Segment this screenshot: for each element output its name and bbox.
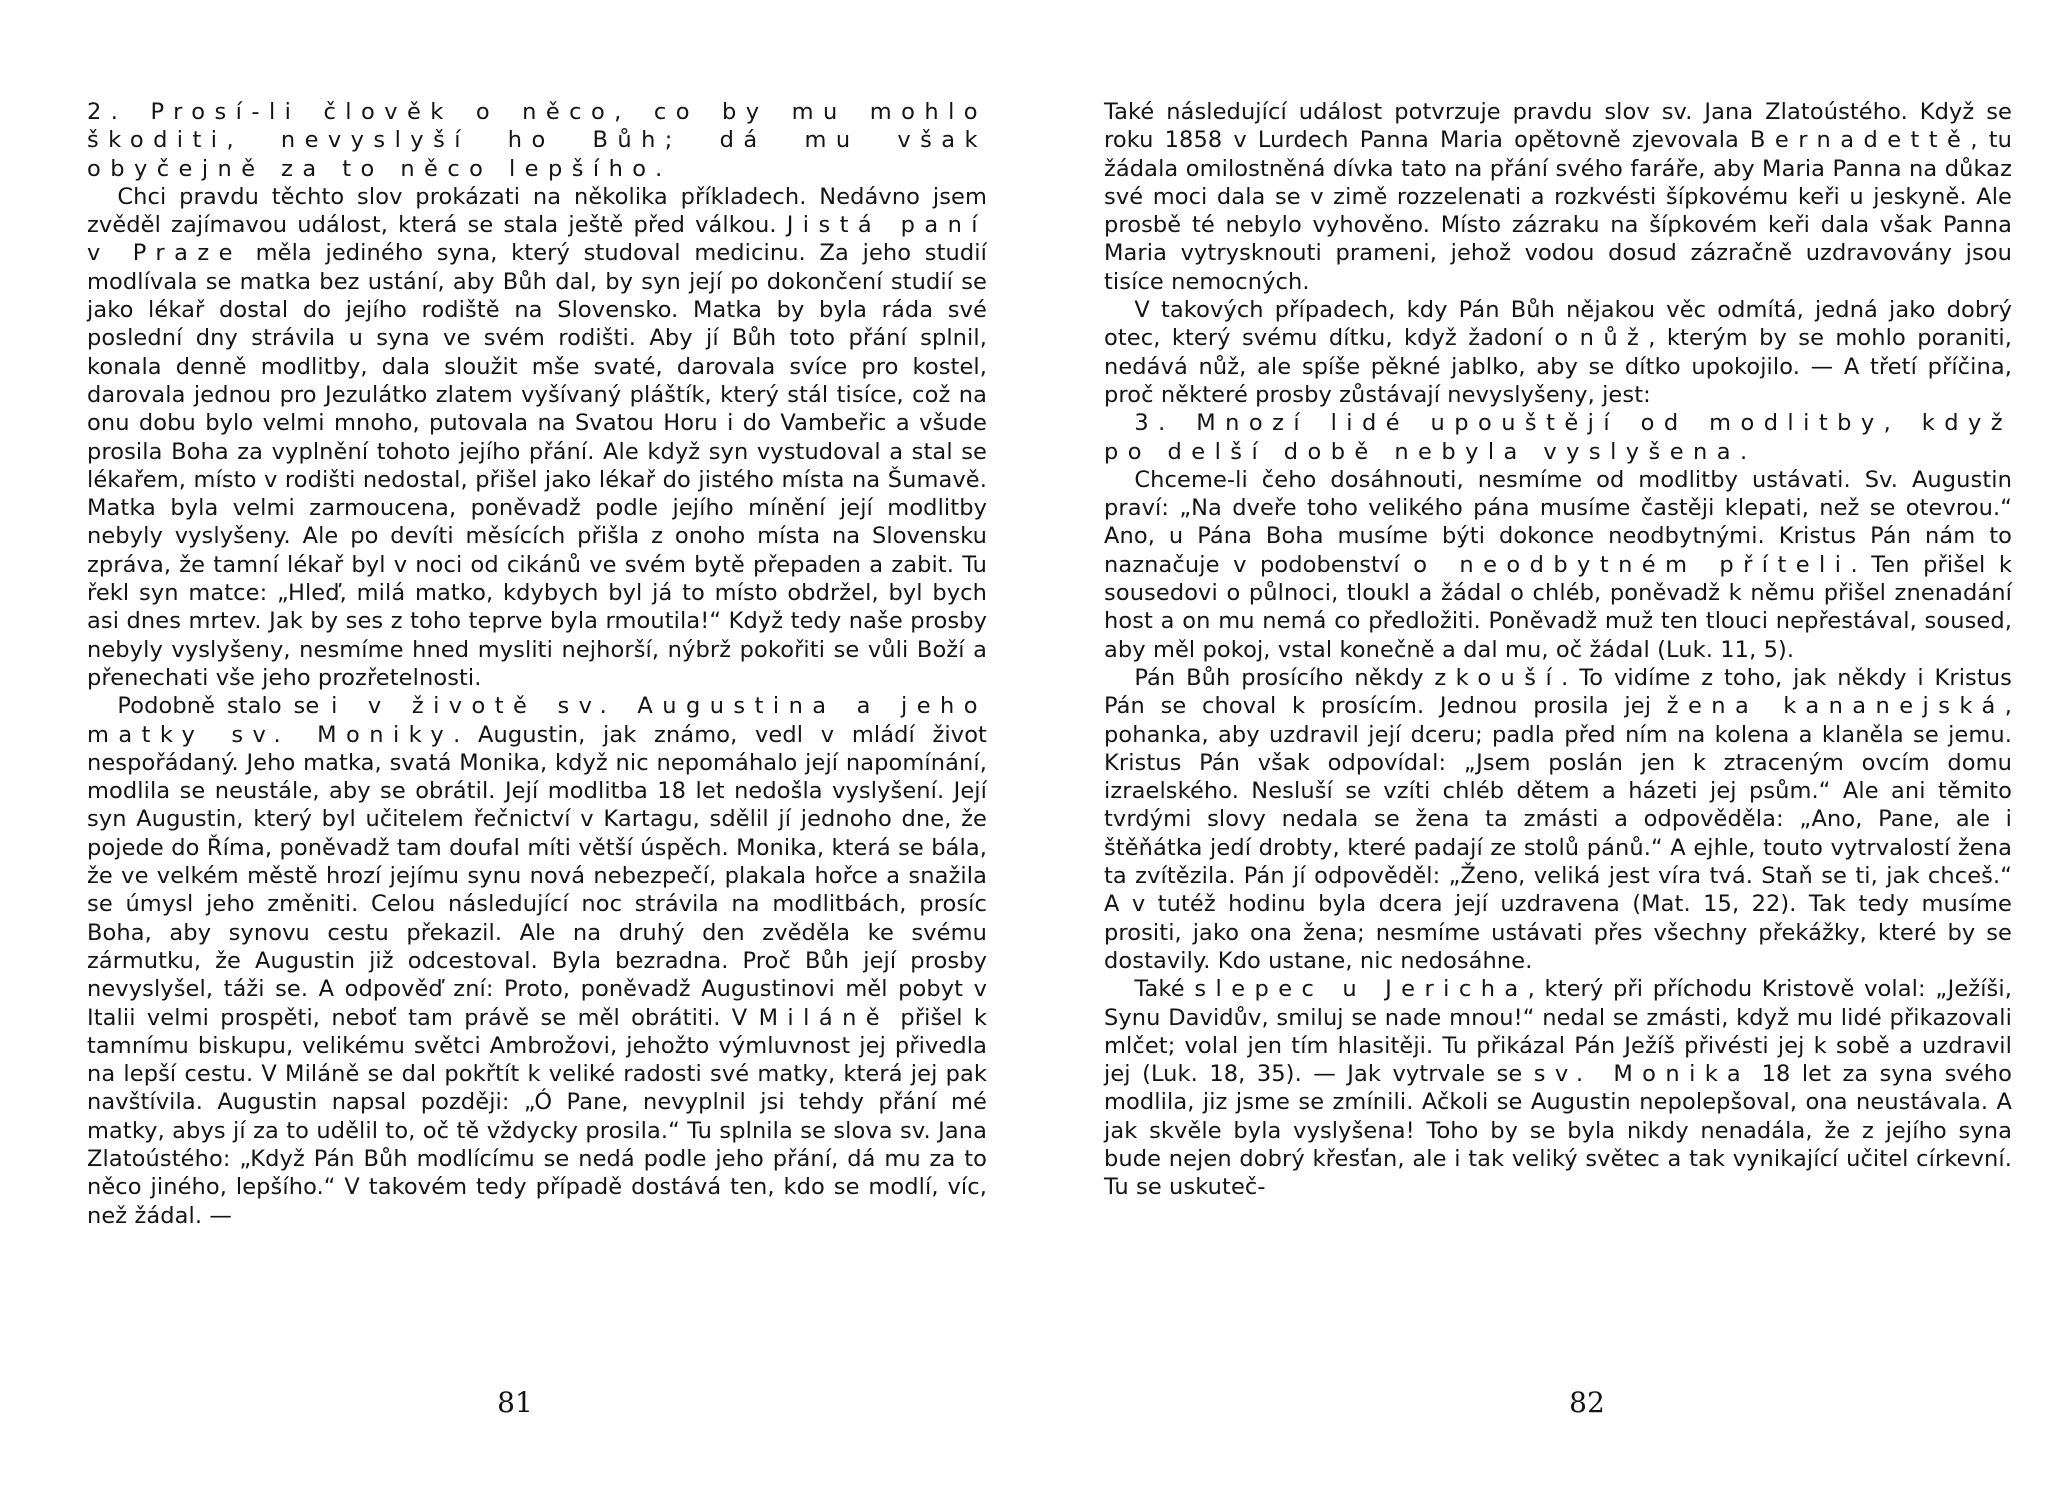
paragraph	[1104, 975, 2012, 1201]
text-run: Chceme-li čeho dosáhnouti, nesmíme od modlitby ustávati. Sv. Augustin praví: „Na dveře toho velikého pána musíme častěji klepati, než se otevrou.“ Ano, u Pána Boha musíme býti dokonce neodbytnými. Kristus Pán nám to naznačuje v podobenství	[1104, 466, 2012, 578]
spaced-emphasis-text: 2. Prosí-li člověk o něco, co by mu mohlo škoditi, nevyslyší ho Bůh; dá mu však obyčejně za to něco lepšího.	[87, 99, 987, 182]
text-run: Chci pravdu těchto slov prokázati na několika příkladech. Nedávno jsem zvěděl zajímavou událost, která se stala ještě před válkou.	[87, 183, 987, 239]
text-run: , pohanka, aby uzdravil její dceru; padla před ním na kolena a klaněla se jemu. Kristus Pán však odpovídal: „Jsem poslán jen k ztraceným ovcím domu izraelského. Nesluší se vzíti chléb dětem a házeti jej psům.“ Ale ani těmito tvrdými slovy nedala se žena ta zmásti a odpověděla: „Ano, Pane, ale i štěňátka jedí drobty, které padají ze stolů pánů.“ A ejhle, touto vytrvalostí žena ta zvítězila. Pán jí odpověděl: „Ženo, veliká jest víra tvá. Staň se ti, jak chceš.“ A v tutéž hodinu byla dcera její uzdravena (Mat. 15, 22). Tak tedy musíme prositi, jako ona žena; nesmíme ustávati přes všechny překážky, které by se dostavily. Kdo ustane, nic nedosáhne.	[1104, 693, 2012, 974]
text-run: . Ten přišel k sousedovi o půlnoci, tloukl a žádal o chléb, poněvadž k němu přišel znenadání host a on mu nemá co předložiti. Poněvadž muž ten tlouci nepřestával, soused, aby měl pokoj, vstal konečně a dal mu, oč žádal (Luk. 11, 5).	[1104, 551, 2012, 663]
paragraph	[87, 183, 987, 692]
text-run: Pán Bůh prosícího někdy	[1134, 664, 1435, 691]
spaced-emphasis-text: 3. Mnozí lidé upouštějí od modlitby, když po delší době nebyla vyslyšena.	[1104, 410, 2012, 465]
text-run: přišel k tamnímu biskupu, velikému světci Ambrožovi, jehožto výmluvnost jej přivedla na lepší cestu. V Miláně se dal pokřtít k veliké radosti své matky, která jej pak navštívila. Augustin napsal později: „Ó Pane, nevyplnil jsi tehdy přání mé matky, abys jí za to udělil to, oč tě vždycky prosila.“ Tu splnila se slova sv. Jana Zlatoústého: „Když Pán Bůh modlícímu se nedá podle jeho přání, dá mu za to něco jiného, lepšího.“ V takovém tedy případě dostává ten, kdo se modlí, víc, než žádal. —	[87, 1004, 988, 1229]
text-run: . Augustin, jak známo, vedl v mládí život nespořádaný. Jeho matka, svatá Monika, když nic nepomáhalo její napomínání, modlila se neustále, aby se obrátil. Její modlitba 18 let nedošla vyslyšení. Její syn Augustin, který byl učitelem řečnictví v Kartagu, sdělil jí jednoho dne, že pojede do Říma, poněvadž tam doufal míti větší úspěch. Monika, která se bála, že ve velkém městě hrozí jejímu synu nová nebezpečí, plakala hořce a snažila se úmysl jeho změniti. Celou následující noc strávila na modlitbách, prosíc Boha, aby synovu cestu překazil. Ale na druhý den zvěděla ke svému zármutku, že Augustin již odcestoval. Byla bezradna. Proč Bůh její prosby nevyslyšel, táži se. A odpověď zní: Proto, poněvadž Augustinovi měl pobyt v Italii velmi prospěti, neboť tam právě se měl obrátiti. V	[87, 721, 987, 1031]
paragraph	[87, 98, 987, 183]
spaced-emphasis-text: sv. Monika	[1533, 1061, 1751, 1088]
right-page-text	[1104, 98, 2012, 1202]
left-page-number: 81	[497, 1386, 533, 1419]
text-run: , tu žádala omilostněná dívka tato na přání svého faráře, aby Maria Panna na důkaz své moci dala se v zimě rozzelenati a rozkvésti šípkovému keři u jeskyně. Ale prosbě té nebylo vyhověno. Místo zázraku na šípkovém keři dala však Panna Maria vytrysknouti prameni, jehož vodou dosud zázračně uzdravovány jsou tisíce nemocných.	[1104, 127, 2012, 295]
text-run: , který při příchodu Kristově volal: „Ježíši, Synu Davidův, smiluj se nade mnou!“ nedal se zmásti, když mu lidé přikazovali mlčet; volal jen tím hlasitěji. Tu přikázal Pán Ježíš přivésti jej k sobě a uzdravil jej (Luk. 18, 35). — Jak vytrvale se	[1104, 976, 2012, 1088]
paragraph	[1104, 409, 2012, 466]
right-page	[1025, 0, 2050, 1500]
spaced-emphasis-text: o neodbytném příteli	[1413, 551, 1851, 578]
left-page-text	[87, 98, 987, 1230]
text-run: V takových případech, kdy Pán Bůh nějakou věc odmítá, jedná jako dobrý otec, který svému dítku, když žadoní o	[1104, 297, 2012, 352]
paragraph	[1104, 664, 2012, 975]
spaced-emphasis-text: slepec u Jericha	[1194, 976, 1528, 1003]
spaced-emphasis-text: nůž	[1579, 325, 1649, 352]
text-run: Také	[1134, 976, 1195, 1003]
text-run: , kterým by se mohlo poraniti, nedává nůž, ale spíše pěkné jablko, aby se dítko upokojilo. — A třetí příčina, proč některé prosby zůstávají nevyslyšeny, jest:	[1104, 325, 2012, 408]
paragraph	[87, 692, 987, 1230]
spaced-emphasis-text: žena kananejská	[1666, 693, 2005, 720]
text-run: Podobně stalo se	[117, 693, 332, 720]
text-run: 18 let za syna svého modlila, jiz jsme se zmínili. Ačkoli se Augustin nepolepšoval, ona neustávala. A jak skvěle byla vyslyšena! Toho by se byla nikdy nenadála, že z jejího syna bude nejen dobrý křesťan, ale i tak veliký světec a tak vynikající učitel církevní. Tu se uskuteč-	[1104, 1061, 2012, 1201]
spaced-emphasis-text: Jistá paní v Praze	[87, 212, 987, 267]
right-page-number: 82	[1569, 1386, 1605, 1419]
text-run: . To vidíme z toho, jak někdy i Kristus Pán se choval k prosícím. Jednou prosila jej	[1104, 664, 2012, 720]
text-run: Také následující událost potvrzuje pravdu slov sv. Jana Zlatoústého. Když se roku 1858 v Lurdech Panna Maria opětovně zjevovala	[1104, 99, 2012, 154]
paragraph	[1104, 98, 2012, 296]
spaced-emphasis-text: Bernadettě	[1750, 127, 1971, 154]
paragraph	[1104, 296, 2012, 409]
spaced-emphasis-text: i v životě sv. Augustina a jeho matky sv. Moniky	[87, 693, 987, 748]
spaced-emphasis-text: zkouší	[1434, 664, 1562, 691]
text-run: měla jediného syna, který studoval medicinu. Za jeho studií modlívala se matka bez ustání, aby Bůh dal, by syn její po dokončení studií se jako lékař dostal do jejího rodiště na Slovensko. Matka by byla ráda své poslední dny strávila u syna ve svém rodišti. Aby jí Bůh toto přání splnil, konala denně modlitby, dala sloužit mše svaté, darovala svíce pro kostel, darovala jednou pro Jezulátko zlatem vyšívaný pláštík, který stál tisíce, což na onu dobu bylo velmi mnoho, putovala na Svatou Horu i do Vambeřic a všude prosila Boha za vyplnění tohoto jejího přání. Ale když syn vystudoval a stal se lékařem, místo v rodišti nedostal, přišel jako lékař do jistého místa na Šumavě. Matka byla velmi zarmoucena, poněvadž podle jejího mínění její modlitby nebyly vyslyšeny. Ale po devíti měsících přišla z onoho místa na Slovensku zpráva, že tamní lékař byl v noci od cikánů ve svém bytě přepaden a zabit. Tu řekl syn matce: „Hleď, milá matko, kdybych byl já to místo obdržel, byl bych asi dnes mrtev. Jak by ses z toho teprve byla rmoutila!“ Když tedy naše prosby nebyly vyslyšeny, nesmíme hned mysliti nejhorší, nýbrž pokořiti se vůli Boží a přenechati vše jeho prozřetelnosti.	[87, 240, 987, 691]
paragraph	[1104, 466, 2012, 664]
spaced-emphasis-text: Miláně	[758, 1004, 890, 1031]
